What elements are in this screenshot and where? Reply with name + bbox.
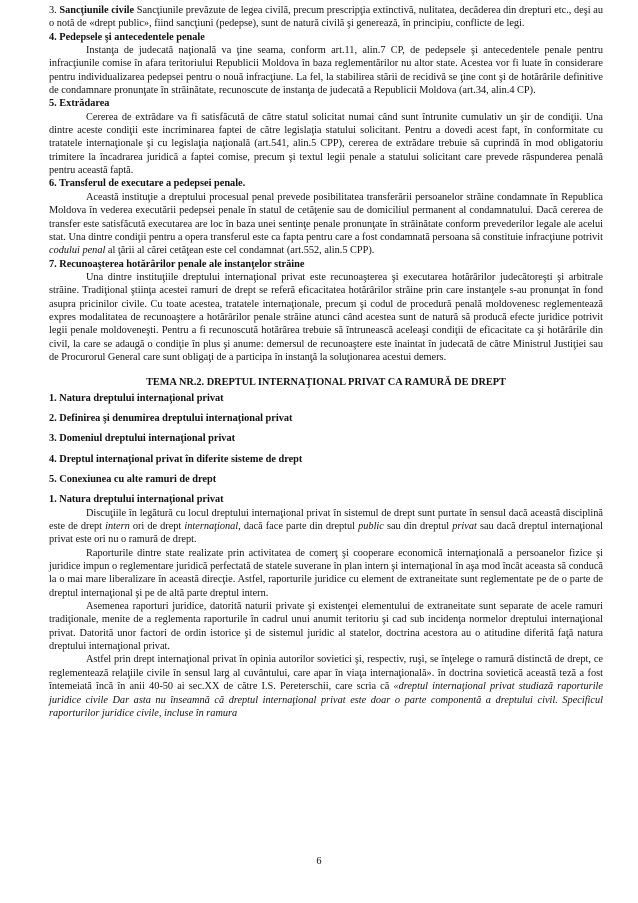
section-heading-inline: Sancţiunile civile (59, 5, 135, 16)
paragraph: Una dintre instituţiile dreptului internaţional privat este recunoaşterea şi executarea hotărârilor judecătoreşti şi arbitrale străine. Tradiţional ştiinţa acestei ramuri de drept se referă eficacitatea hotărârilor străine prin care instanţele s-au pronunţat în fond asupra pricinilor civile. Cu toate acestea, tratatele internaţionale, precum şi codul de procedură penală moldovenesc reglementează expres modalitatea de recunoaştere a hotărârilor penale străine atunci când acestea sunt de natură să producă efecte juridice potrivit legii penale moldoveneşti. Pentru a fi recunoscută hotărârea trebuie să întrunească aceleaşi condiţii de eficacitate ca şi hotărârile din civil, la care se adaugă o condiţie în plus şi anume: demersul de recunoaştere este înaintat în judecată de către Ministrul Justiţiei sau de Procurorul General care sunt obligaţi de a participa în instanţă la soluţionarea acestui demers. (49, 271, 603, 363)
italic-text: intern (105, 521, 130, 533)
paragraph-text: ori de drept (129, 521, 185, 533)
paragraph-text: Astfel prin drept internaţional privat în opinia autorilor sovietici şi, respectiv, ruşi, se înţelege o ramură distinctă de drept, ce reglementează relaţiile civile în sensul larg al cuvântului, care apar în viaţa internaţională». în doctrina sovietică această teză a fost întemeiată încă în anii 40-50 ai sec.XX de către I.S. Pereterschii, care scria că (49, 654, 603, 693)
paragraph-text: Discuţiile în legătură cu locul dreptului internaţional privat în sistemul de drept sunt purtate în sensul dacă această disciplină este de drept (49, 507, 603, 533)
page-number: 6 (316, 856, 322, 867)
section-heading: 7. Recunoaşterea hotărârilor penale ale instanţelor străine (49, 258, 305, 270)
italic-text: public (358, 521, 384, 533)
italic-quote: «dreptul internaţional privat studiază raporturile juridice civile Dar asta nu înseamnă că dreptul internaţional privat este doar o parte componentă a dreptului civil. Specificul raporturilor juridice civile, incluse în ramura (49, 681, 603, 719)
paragraph-text: dacă face parte din dreptul (240, 521, 359, 533)
paragraph-text: Sancţiunile prevăzute de legea civilă, precum prescripţia extinctivă, nulitatea, decăderea din drepturi etc., deşi au o notă de «drept public», fiind sancţiuni (pedepse), sunt de natură civilă şi generează, în principiu, conflicte de legi. (49, 5, 603, 30)
section-heading: 4. Pedepsele şi antecedentele penale (49, 31, 205, 43)
section-heading: 5. Extrădarea (49, 98, 110, 110)
paragraph-text: sau din dreptul (383, 521, 453, 533)
chapter-title: TEMA NR.2. DREPTUL INTERNAŢIONAL PRIVAT CA RAMURĂ DE DREPT (146, 377, 506, 389)
paragraph: Raporturile dintre state realizate prin activitatea de comerţ şi cooperare economică internaţională a persoanelor fizice şi juridice impun o reglementare juridică perfectată de statele suverane în plan intern şi internaţional în aşa mod încât aceasta să conducă la o mai mare liberalizare în această direcţie. Astfel, raporturile juridice cu element de extraneitate sunt reglementate pe de o parte de dreptul internaţional şi pe de altă parte dreptul intern. (49, 547, 603, 599)
section-heading: 6. Transferul de executare a pedepsei penale. (49, 178, 246, 190)
italic-text: codului penal (49, 245, 106, 257)
italic-text: privat (452, 521, 477, 533)
paragraph (49, 507, 603, 547)
paragraph-text: al ţării al cărei cetăţean este cel condamnat (art.552, alin.5 CPP). (105, 245, 375, 257)
toc-item: 5. Conexiunea cu alte ramuri de drept (49, 474, 217, 485)
toc-item: 1. Natura dreptului internaţional privat (49, 392, 224, 404)
section-number: 3. (49, 5, 60, 16)
paragraph-text: sau dacă dreptul internaţional privat este ori nu o ramură de drept. (49, 521, 603, 546)
section-heading: 1. Natura dreptului internaţional privat (49, 494, 224, 506)
italic-text: internaţional, (184, 521, 241, 533)
section-civil-sanctions (49, 4, 603, 31)
paragraph-text: Această instituţie a dreptului procesual penal prevede posibilitatea transferării persoanelor străine condamnate în Republica Moldova în vederea executării pedepsei penale în statul de cetăţenie sau de domiciliul permanent al condamnatului. Dacă cererea de transfer este satisfăcută executarea are loc în baza unei sentinţe penale pronunţate în străinătate conform prevederilor legale ale acelui stat. Una dintre condiţii pentru a opera transferul este ca fapta pentru care a fost condamnată persoana să constituie infracţiune potrivit (49, 191, 603, 243)
toc-item: 3. Domeniul dreptului internaţional privat (49, 433, 236, 445)
paragraph: Asemenea raporturi juridice, datorită naturii private şi existenţei elementului de extraneitate sunt separate de acele ramuri tradiţionale, menite de a reglementa raporturile în cadrul unui anumit teritoriu şi cad sub incidenţa normelor dreptului internaţional privat. Datorită unor factori de ordin istorice şi de sistemul juridic al statelor, doctrina acestora au o atitudine diferită faţă natura dreptului internaţional privat. (49, 601, 603, 653)
paragraph: Instanţa de judecată naţională va ţine seama, conform art.11, alin.7 CP, de pedepsele şi antecedentele penale pentru infracţiunile comise în afara teritoriului Republicii Moldova în baza reglementărilor nu altor state. Acestea vor fi luate în considerare pentru individualizarea pedepsei pentru o nouă infracţiune. La fel, la stabilirea stării de recidivă se ţine cont şi de hotărârile definitive de condamnare pronunţate în străinătate, recunoscute de instanţa de judecată a Republicii Moldova (art.34, alin.4 CP). (49, 45, 603, 97)
paragraph (49, 653, 603, 720)
toc-item: 2. Definirea şi denumirea dreptului internaţional privat (49, 412, 293, 424)
toc-item: 4. Dreptul internaţional privat în diferite sisteme de drept (49, 453, 303, 465)
document-page (49, 4, 603, 720)
paragraph: Cererea de extrădare va fi satisfăcută de către statul solicitat numai când sunt întrunite cumulativ un şir de condiţii. Una dintre aceste condiţii este incriminarea faptei de către legislaţia statului solicitant. Pentru a dovedi acest fapt, în conformitate cu tratatele internaţionale şi cu legislaţia naţională (art.541, alin.5 CPP), cererea de extrădare trebuie să cuprindă în mod obligatoriu trimitere la încadrarea juridică a faptei comise, precum şi textul legii penale a statului solicitant care prevede răspunderea penală pentru această faptă. (49, 111, 603, 177)
paragraph (49, 191, 603, 258)
